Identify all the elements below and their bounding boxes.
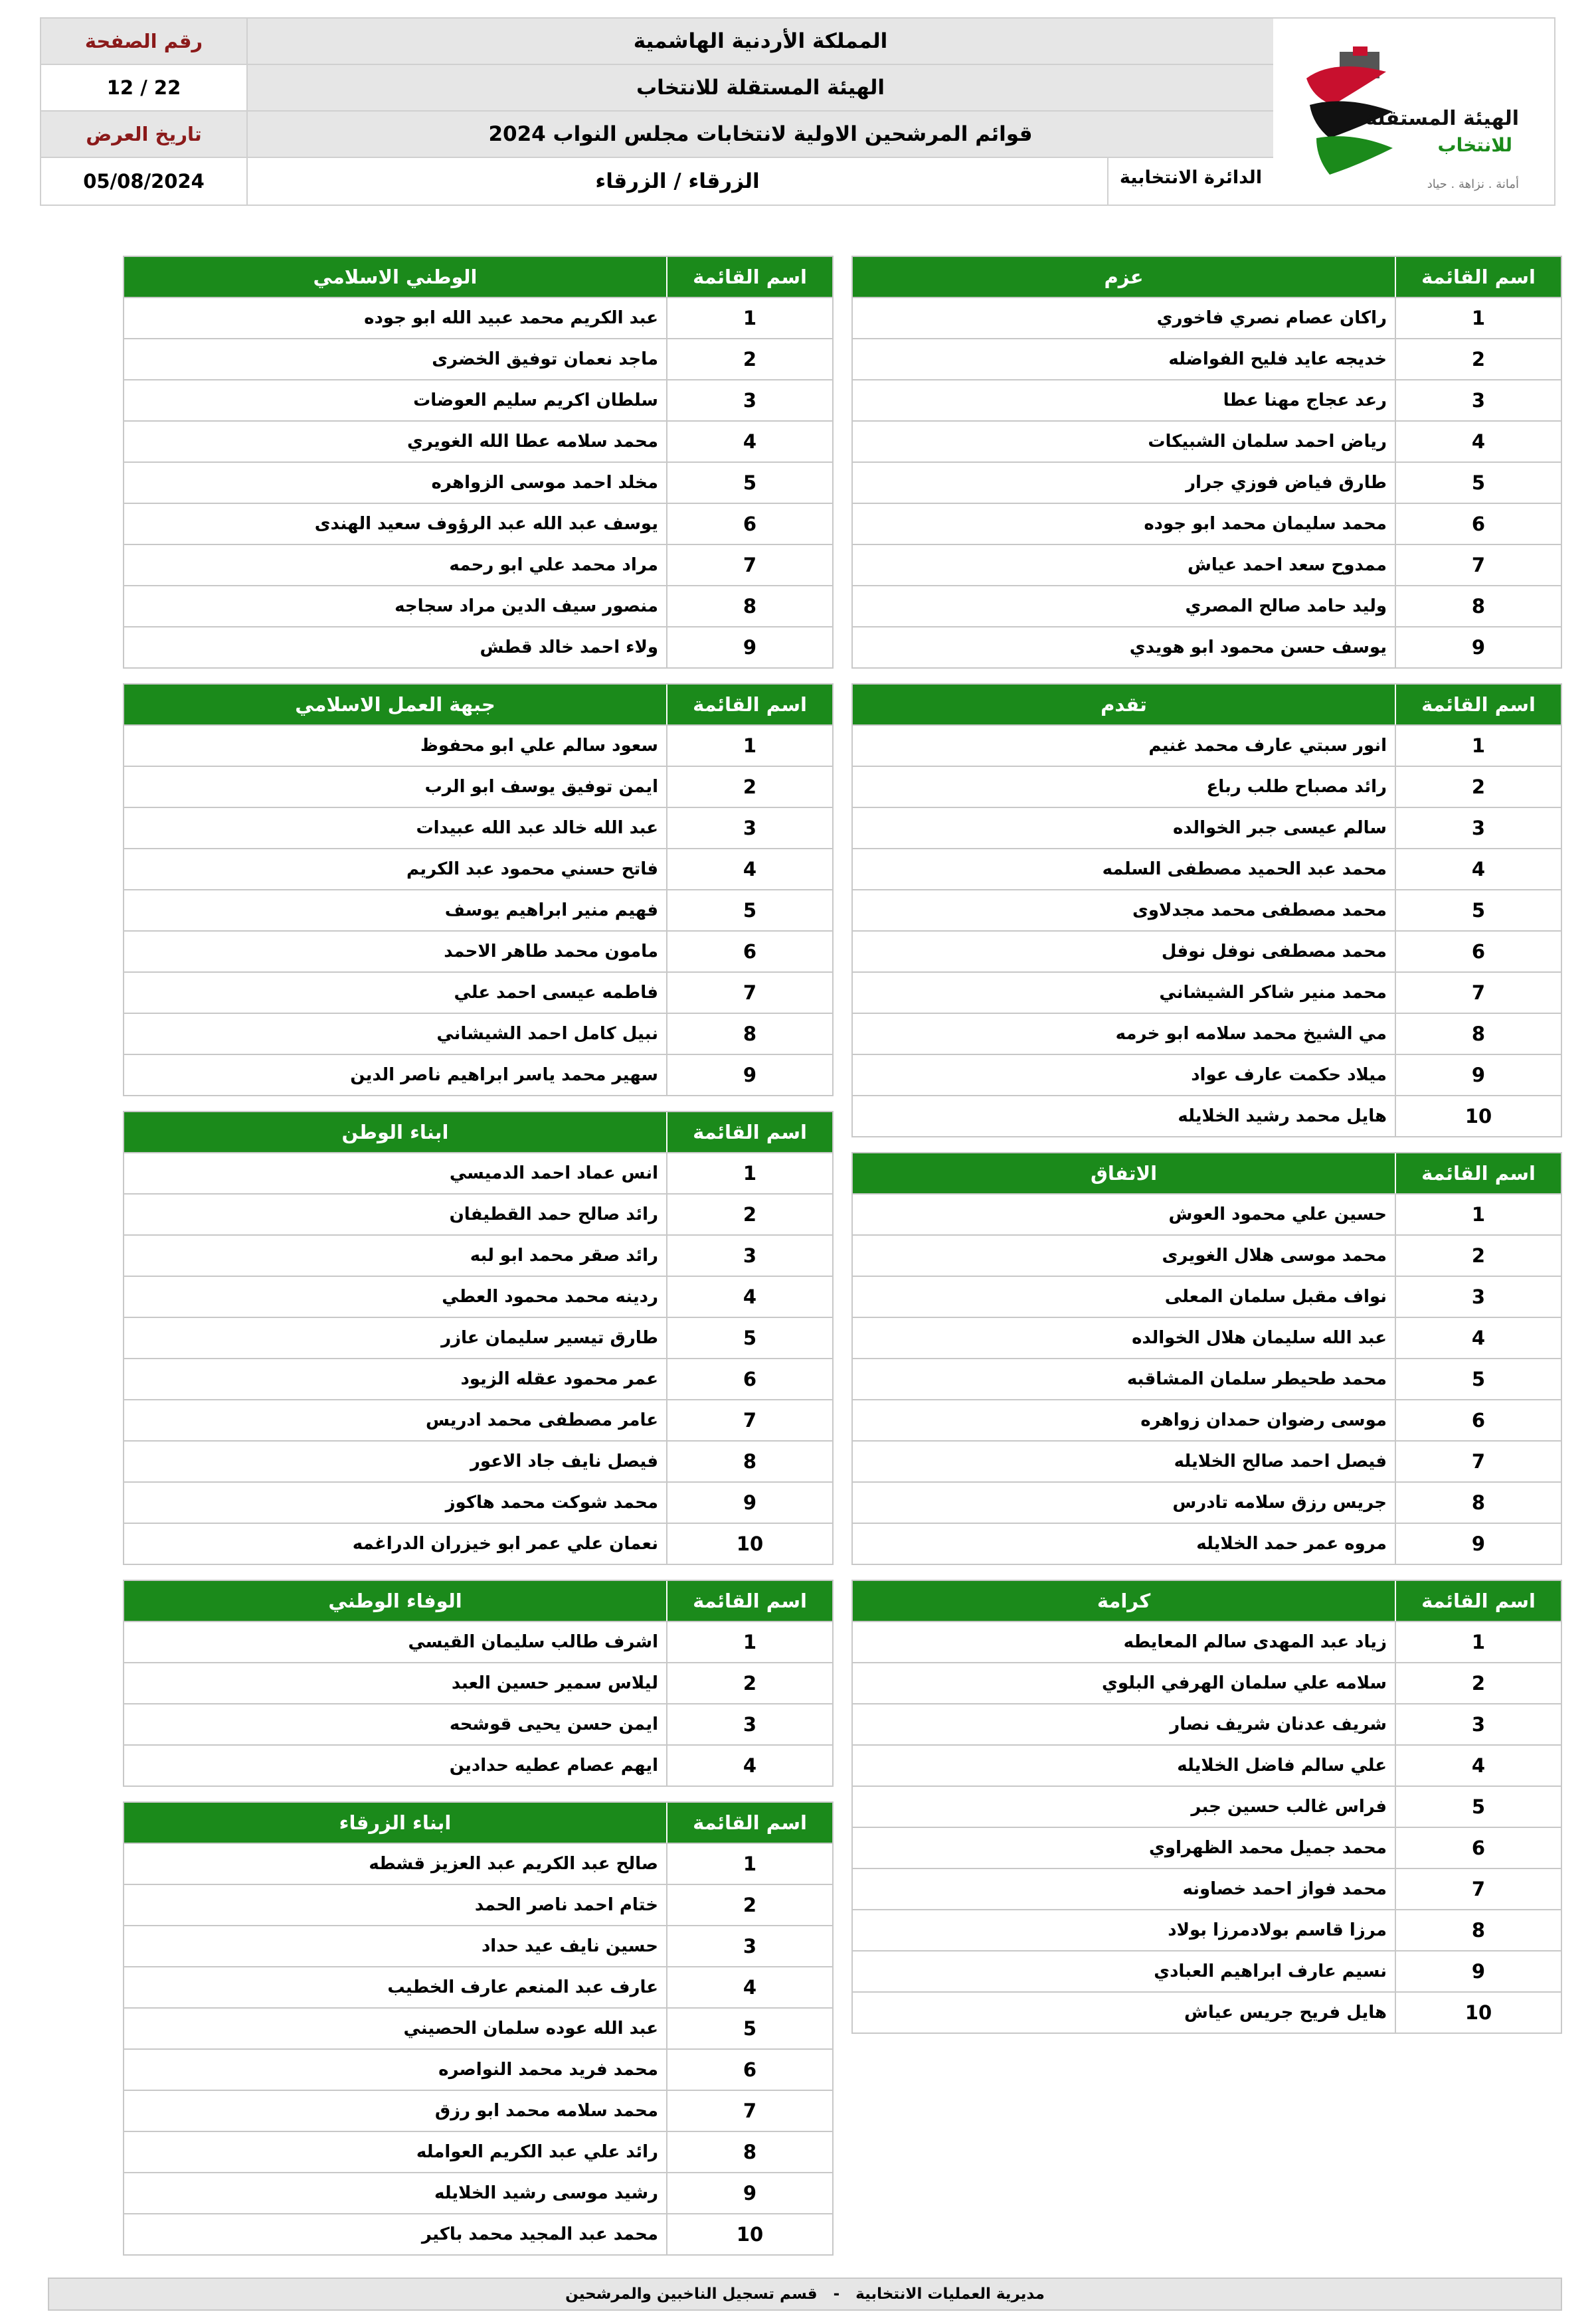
- candidate-name: فهيم منير ابراهيم يوسف: [444, 900, 658, 920]
- list-table: [851, 1580, 1562, 2034]
- candidate-name: نعمان علي عمر ابو خيزران الدراغمه: [352, 1534, 658, 1554]
- table-row: [124, 766, 832, 807]
- table-row: [124, 1399, 832, 1440]
- document-title: قوائم المرشحين الاولية لانتخابات مجلس النواب 2024: [488, 122, 1033, 146]
- candidate-number: 9: [1395, 627, 1561, 667]
- list-table: [851, 1152, 1562, 1565]
- table-row: [124, 889, 832, 930]
- list-name-column-header: اسم القائمة: [1395, 257, 1561, 297]
- footer-separator: -: [833, 2285, 840, 2303]
- candidate-name: منصور سيف الدين مراد سجاجه: [395, 596, 658, 616]
- candidate-name: طارق فياض فوزي جرار: [1186, 473, 1387, 493]
- candidate-number: 6: [666, 2050, 832, 2090]
- table-row: [124, 1481, 832, 1523]
- list-name: جبهة العمل الاسلامي: [295, 693, 495, 716]
- list-name: الوطني الاسلامي: [313, 266, 478, 288]
- candidate-name: هايل فريح جريس عياش: [1184, 2003, 1387, 2023]
- list-table-header: [124, 1803, 832, 1843]
- table-row: [124, 2131, 832, 2172]
- display-date-label: تاريخ العرض: [86, 123, 202, 145]
- candidate-number: 1: [666, 726, 832, 766]
- list-table-header: [853, 685, 1561, 724]
- candidate-number: 7: [1395, 973, 1561, 1013]
- candidate-number: 7: [666, 545, 832, 585]
- candidate-number: 6: [666, 504, 832, 544]
- candidate-number: 2: [666, 1663, 832, 1703]
- list-table-header: [124, 1581, 832, 1621]
- candidate-number: 8: [1395, 586, 1561, 626]
- candidate-number: 7: [666, 1400, 832, 1440]
- list-name-column-header: اسم القائمة: [1395, 685, 1561, 724]
- header-meta: [41, 19, 248, 205]
- svg-text:للانتخاب: للانتخاب: [1437, 134, 1512, 156]
- header: [40, 17, 1555, 206]
- candidate-number: 4: [1395, 1318, 1561, 1358]
- list-name-column-header: اسم القائمة: [666, 1803, 832, 1843]
- table-row: [124, 420, 832, 461]
- list-name: الاتفاق: [1090, 1162, 1158, 1185]
- candidate-number: 7: [1395, 1869, 1561, 1909]
- table-row: [124, 1884, 832, 1925]
- table-row: [853, 1662, 1561, 1703]
- candidate-number: 8: [666, 1014, 832, 1054]
- candidate-number: 5: [1395, 1787, 1561, 1827]
- candidate-number: 6: [1395, 1828, 1561, 1868]
- candidate-name: صالح عبد الكريم عبد العزيز قشطه: [369, 1854, 658, 1874]
- candidate-number: 5: [666, 1318, 832, 1358]
- candidate-name: ليلاس سمير حسين العبد: [451, 1673, 658, 1693]
- table-row: [124, 338, 832, 379]
- table-row: [124, 503, 832, 544]
- candidate-name: رائد صالح حمد القطيفان: [449, 1204, 658, 1224]
- candidate-name: عبد الكريم محمد عبيد الله ابو جوده: [364, 308, 658, 328]
- list-name-column-header: اسم القائمة: [1395, 1581, 1561, 1621]
- candidate-number: 6: [1395, 1400, 1561, 1440]
- table-row: [124, 724, 832, 766]
- table-row: [124, 2090, 832, 2131]
- candidate-name: ميلاد حكمت عارف عواد: [1191, 1065, 1387, 1085]
- table-row: [124, 971, 832, 1013]
- table-row: [124, 1843, 832, 1884]
- candidate-name: يوسف عبد الله عبد الرؤوف سعيد الهندى: [314, 514, 658, 534]
- candidate-name: طارق تيسير سليمان عازر: [441, 1328, 658, 1348]
- table-row: [853, 1013, 1561, 1054]
- table-row: [853, 1095, 1561, 1136]
- candidate-number: 10: [1395, 1096, 1561, 1136]
- candidate-number: 3: [666, 1704, 832, 1744]
- candidate-name: اشرف طالب سليمان القيسي: [408, 1632, 658, 1652]
- table-row: [853, 1785, 1561, 1827]
- table-row: [853, 1621, 1561, 1662]
- candidate-name: مرزا قاسم بولادمرزا بولاد: [1168, 1920, 1387, 1940]
- candidate-number: 3: [1395, 380, 1561, 420]
- svg-text:الهيئة المستقلة: الهيئة المستقلة: [1366, 107, 1519, 130]
- table-row: [124, 807, 832, 848]
- table-row: [124, 1966, 832, 2007]
- table-row: [124, 1523, 832, 1564]
- candidate-number: 10: [1395, 1993, 1561, 2033]
- footer-directorate: مديرية العمليات الانتخابية: [855, 2285, 1045, 2303]
- candidate-name: رشيد موسى رشيد الخلايله: [434, 2183, 658, 2203]
- table-row: [853, 766, 1561, 807]
- candidate-number: 2: [666, 339, 832, 379]
- table-row: [853, 338, 1561, 379]
- candidate-name: جريس رزق سلامه تادرس: [1172, 1493, 1387, 1513]
- candidate-name: فاطمه عيسى احمد علي: [454, 983, 658, 1003]
- table-row: [853, 1193, 1561, 1234]
- table-row: [124, 1317, 832, 1358]
- candidate-number: 2: [666, 1195, 832, 1234]
- candidate-name: نبيل كامل احمد الشيشاني: [436, 1024, 658, 1044]
- table-row: [124, 379, 832, 420]
- table-row: [853, 1481, 1561, 1523]
- table-row: [853, 1744, 1561, 1785]
- candidate-name: ماجد نعمان توفيق الخضرى: [432, 349, 658, 369]
- candidate-number: 4: [666, 422, 832, 461]
- list-table-header: [124, 257, 832, 297]
- table-row: [853, 724, 1561, 766]
- candidate-number: 9: [666, 1055, 832, 1095]
- candidate-name: ايمن توفيق يوسف ابو الرب: [424, 777, 658, 797]
- candidate-name: رائد صقر محمد ابو لبه: [470, 1246, 658, 1266]
- table-row: [853, 1703, 1561, 1744]
- candidate-number: 9: [666, 627, 832, 667]
- commission-logo: [1293, 32, 1539, 191]
- candidate-name: رائد مصباح طلب رباع: [1206, 777, 1387, 797]
- footer: [48, 2278, 1562, 2311]
- candidate-number: 2: [1395, 339, 1561, 379]
- candidate-number: 3: [666, 380, 832, 420]
- table-row: [853, 379, 1561, 420]
- list-table-header: [124, 685, 832, 724]
- page-number-value: 12 / 22: [106, 76, 181, 99]
- table-row: [853, 1827, 1561, 1868]
- candidate-name: ممدوح سعد احمد عياش: [1188, 555, 1387, 575]
- table-row: [853, 297, 1561, 338]
- table-row: [124, 1440, 832, 1481]
- candidate-number: 6: [1395, 932, 1561, 971]
- table-row: [853, 1317, 1561, 1358]
- candidate-number: 10: [666, 2214, 832, 2254]
- candidate-name: ايمن حسن يحيى قوشحه: [449, 1714, 658, 1734]
- list-table: [123, 683, 834, 1096]
- table-row: [124, 544, 832, 585]
- candidate-number: 9: [1395, 1055, 1561, 1095]
- table-row: [124, 930, 832, 971]
- candidate-name: هايل محمد رشيد الخلايله: [1178, 1106, 1387, 1126]
- candidate-name: فراس غالب حسين جبر: [1191, 1797, 1387, 1817]
- table-row: [124, 1925, 832, 1966]
- candidate-number: 1: [666, 1622, 832, 1662]
- table-row: [124, 1744, 832, 1785]
- candidate-number: 6: [1395, 504, 1561, 544]
- candidate-name: محمد فواز احمد خصاونه: [1182, 1879, 1387, 1899]
- candidate-number: 7: [666, 973, 832, 1013]
- list-table: [851, 683, 1562, 1137]
- table-row: [853, 1909, 1561, 1950]
- candidate-number: 5: [1395, 890, 1561, 930]
- candidate-name: راكان عصام نصري فاخوري: [1156, 308, 1387, 328]
- candidate-name: عارف عبد المنعم عارف الخطيب: [387, 1977, 658, 1997]
- candidate-number: 8: [1395, 1910, 1561, 1950]
- table-row: [853, 585, 1561, 626]
- candidate-name: خديجه عايد فليح الفواضله: [1168, 349, 1387, 369]
- table-row: [124, 1662, 832, 1703]
- candidate-name: محمد سليمان محمد ابو جوده: [1144, 514, 1387, 534]
- candidate-number: 5: [666, 2009, 832, 2048]
- candidate-name: محمد جميل محمد الظهراوي: [1149, 1838, 1387, 1858]
- table-row: [853, 889, 1561, 930]
- candidate-number: 3: [666, 1236, 832, 1276]
- table-row: [124, 2172, 832, 2213]
- candidate-name: زياد عبد المهدى سالم المعايطه: [1123, 1632, 1387, 1652]
- candidate-name: عبد الله خالد عبد الله عبيدات: [416, 818, 658, 838]
- table-row: [124, 1621, 832, 1662]
- table-row: [124, 2048, 832, 2090]
- list-table: [123, 1801, 834, 2256]
- table-row: [853, 1358, 1561, 1399]
- candidate-name: محمد مصطفى محمد مجدلاوى: [1132, 900, 1387, 920]
- candidate-number: 4: [666, 849, 832, 889]
- list-name: ابناء الزرقاء: [339, 1811, 452, 1834]
- list-name: عزم: [1104, 266, 1144, 288]
- table-row: [853, 930, 1561, 971]
- candidate-number: 1: [1395, 298, 1561, 338]
- candidate-number: 3: [1395, 1704, 1561, 1744]
- candidate-number: 8: [1395, 1483, 1561, 1523]
- list-table-header: [853, 1581, 1561, 1621]
- candidate-number: 7: [1395, 545, 1561, 585]
- candidate-number: 2: [1395, 1663, 1561, 1703]
- candidate-number: 7: [666, 2091, 832, 2131]
- candidate-number: 4: [666, 1746, 832, 1785]
- table-row: [124, 2007, 832, 2048]
- table-row: [124, 1276, 832, 1317]
- candidate-name: نسيم عارف ابراهيم العبادي: [1154, 1961, 1387, 1981]
- list-name: كرامة: [1097, 1590, 1151, 1612]
- list-table: [123, 256, 834, 669]
- candidate-number: 7: [1395, 1442, 1561, 1481]
- list-name-column-header: اسم القائمة: [666, 685, 832, 724]
- svg-text:أمانة . نزاهة . حياد: أمانة . نزاهة . حياد: [1427, 177, 1519, 191]
- table-row: [853, 1399, 1561, 1440]
- candidate-number: 5: [1395, 463, 1561, 503]
- candidate-number: 2: [1395, 1236, 1561, 1276]
- candidate-name: مروه عمر حمد الخلايله: [1196, 1534, 1387, 1554]
- candidate-number: 2: [666, 767, 832, 807]
- candidate-number: 8: [666, 586, 832, 626]
- candidate-name: حسين علي محمود العوش: [1168, 1204, 1387, 1224]
- table-row: [853, 626, 1561, 667]
- list-table-header: [124, 1112, 832, 1152]
- candidate-number: 9: [666, 1483, 832, 1523]
- table-row: [124, 1358, 832, 1399]
- district-value: الزرقاء / الزرقاء: [595, 169, 760, 193]
- table-row: [853, 971, 1561, 1013]
- table-row: [853, 1950, 1561, 1991]
- candidate-name: ردينه محمد محمود العطي: [442, 1287, 658, 1307]
- candidate-number: 4: [666, 1277, 832, 1317]
- candidate-number: 6: [666, 932, 832, 971]
- candidate-name: علي سالم فاضل الخلايله: [1177, 1756, 1387, 1776]
- candidate-number: 9: [666, 2173, 832, 2213]
- candidate-name: سالم عيسى جبر الخوالده: [1172, 818, 1387, 838]
- table-row: [124, 297, 832, 338]
- table-row: [124, 461, 832, 503]
- display-date-value: 05/08/2024: [83, 170, 205, 193]
- candidate-name: يوسف حسن محمود ابو هويدي: [1129, 637, 1387, 657]
- candidate-name: سهير محمد ياسر ابراهيم ناصر الدين: [350, 1065, 658, 1085]
- table-row: [124, 1054, 832, 1095]
- candidate-name: نواف مقبل سلمان المعلى: [1164, 1287, 1387, 1307]
- list-name: ابناء الوطن: [341, 1121, 449, 1143]
- table-row: [124, 848, 832, 889]
- table-row: [853, 461, 1561, 503]
- candidate-number: 6: [666, 1359, 832, 1399]
- table-row: [853, 1440, 1561, 1481]
- candidate-name: محمد سلامه محمد ابو رزق: [434, 2101, 658, 2121]
- candidate-name: محمد منير شاكر الشيشاني: [1159, 983, 1387, 1003]
- candidate-name: عمر محمود عقله الزيود: [460, 1369, 658, 1389]
- table-row: [853, 544, 1561, 585]
- candidate-number: 9: [1395, 1951, 1561, 1991]
- list-table: [123, 1111, 834, 1565]
- candidate-number: 8: [1395, 1014, 1561, 1054]
- candidate-number: 4: [666, 1967, 832, 2007]
- candidate-name: محمد مصطفى نوفل نوفل: [1161, 942, 1387, 961]
- candidate-name: محمد عبد الحميد مصطفى السلمه: [1102, 859, 1387, 879]
- candidate-number: 1: [666, 298, 832, 338]
- table-row: [124, 1013, 832, 1054]
- district-label: الدائرة الانتخابية: [1107, 158, 1273, 205]
- table-row: [853, 1523, 1561, 1564]
- table-row: [853, 1054, 1561, 1095]
- candidate-name: عبد الله عوده سلمان الحصيني: [403, 2019, 658, 2038]
- table-row: [853, 1234, 1561, 1276]
- candidate-name: رائد علي عبد الكريم العوامله: [416, 2142, 658, 2162]
- candidate-number: 3: [1395, 1277, 1561, 1317]
- header-center: [248, 19, 1273, 205]
- candidate-name: فيصل احمد صالح الخلايله: [1174, 1452, 1387, 1471]
- candidate-name: حسين نايف عيد حداد: [481, 1936, 658, 1956]
- candidate-number: 2: [666, 1885, 832, 1925]
- candidate-name: عامر مصطفى محمد ادريس: [425, 1410, 658, 1430]
- table-row: [853, 420, 1561, 461]
- list-name: الوفاء الوطني: [328, 1590, 462, 1612]
- candidate-name: رعد عجاج مهنا عطا: [1223, 390, 1387, 410]
- list-name-column-header: اسم القائمة: [666, 1581, 832, 1621]
- kingdom-title: المملكة الأردنية الهاشمية: [633, 29, 888, 53]
- candidate-name: شريف عدنان شريف نصار: [1170, 1714, 1387, 1734]
- commission-title: الهيئة المستقلة للانتخاب: [636, 76, 885, 100]
- candidate-name: فيصل نايف جاد الاعور: [470, 1452, 658, 1471]
- candidate-number: 3: [666, 808, 832, 848]
- candidate-name: مي الشيخ محمد سلامه ابو خرمه: [1115, 1024, 1387, 1044]
- candidate-name: فاتح حسني محمود عبد الكريم: [406, 859, 658, 879]
- candidate-name: مراد محمد علي ابو رحمه: [449, 555, 658, 575]
- list-table: [123, 1580, 834, 1787]
- candidate-number: 1: [1395, 1622, 1561, 1662]
- list-table: [851, 256, 1562, 669]
- candidate-name: موسى رضوان حمدان زواهره: [1140, 1410, 1387, 1430]
- table-row: [853, 503, 1561, 544]
- candidate-number: 5: [666, 463, 832, 503]
- candidate-name: مامون محمد طاهر الاحمد: [444, 942, 658, 961]
- candidate-name: سلطان اكريم سليم العوضات: [413, 390, 658, 410]
- table-row: [124, 585, 832, 626]
- candidate-number: 4: [1395, 1746, 1561, 1785]
- footer-section: قسم تسجيل الناخبين والمرشحين: [565, 2285, 818, 2303]
- candidate-number: 9: [1395, 1524, 1561, 1564]
- candidate-number: 3: [1395, 808, 1561, 848]
- table-row: [853, 1868, 1561, 1909]
- candidate-number: 8: [666, 2132, 832, 2172]
- candidate-number: 5: [1395, 1359, 1561, 1399]
- candidate-name: سلامه علي سلمان الهرفي البلوي: [1102, 1673, 1387, 1693]
- candidate-name: عبد الله سليمان هلال الخوالده: [1132, 1328, 1387, 1348]
- candidate-number: 4: [1395, 422, 1561, 461]
- candidate-name: ايهم عصام عطيه حدادين: [449, 1756, 658, 1776]
- page-number-label: رقم الصفحة: [84, 30, 203, 52]
- table-row: [124, 1193, 832, 1234]
- candidate-name: محمد عبد المجيد محمد باكير: [421, 2224, 658, 2244]
- candidate-number: 1: [666, 1844, 832, 1884]
- table-row: [124, 1703, 832, 1744]
- candidate-name: ختام احمد ناصر الحمد: [474, 1895, 658, 1915]
- list-name: تقدم: [1101, 693, 1147, 716]
- logo-cell: [1272, 19, 1554, 205]
- candidate-name: ولاء احمد خالد قطش: [480, 637, 658, 657]
- candidate-name: انور سبتي عارف محمد غنيم: [1148, 736, 1387, 756]
- candidate-number: 8: [666, 1442, 832, 1481]
- candidate-number: 4: [1395, 849, 1561, 889]
- table-row: [853, 807, 1561, 848]
- candidate-number: 2: [1395, 767, 1561, 807]
- candidate-name: محمد طحيطر سلمان المشاقبه: [1126, 1369, 1387, 1389]
- table-row: [124, 1152, 832, 1193]
- candidate-number: 1: [666, 1153, 832, 1193]
- list-name-column-header: اسم القائمة: [666, 1112, 832, 1152]
- candidate-name: انس عماد احمد الدميسي: [449, 1163, 658, 1183]
- candidate-number: 10: [666, 1524, 832, 1564]
- table-row: [853, 1991, 1561, 2033]
- candidate-number: 5: [666, 890, 832, 930]
- candidate-name: سعود سالم علي ابو محفوظ: [420, 736, 658, 756]
- list-name-column-header: اسم القائمة: [1395, 1153, 1561, 1193]
- list-table-header: [853, 1153, 1561, 1193]
- candidate-number: 3: [666, 1926, 832, 1966]
- list-name-column-header: اسم القائمة: [666, 257, 832, 297]
- candidate-name: محمد شوكت محمد هاكوز: [445, 1493, 658, 1513]
- candidate-number: 1: [1395, 1195, 1561, 1234]
- table-row: [124, 626, 832, 667]
- candidate-name: محمد فريد محمد النواصره: [438, 2060, 658, 2080]
- table-row: [124, 2213, 832, 2254]
- list-table-header: [853, 257, 1561, 297]
- candidate-name: وليد حامد صالح المصري: [1185, 596, 1387, 616]
- candidate-name: مخلد احمد موسى الزواهره: [431, 473, 658, 493]
- candidate-number: 1: [1395, 726, 1561, 766]
- table-row: [853, 1276, 1561, 1317]
- table-row: [853, 848, 1561, 889]
- candidate-name: رياض احمد سلمان الشبيكات: [1148, 432, 1387, 452]
- candidate-name: محمد موسى هلال الغويرى: [1162, 1246, 1387, 1266]
- candidate-name: محمد سلامه عطا الله الغويري: [407, 432, 658, 452]
- table-row: [124, 1234, 832, 1276]
